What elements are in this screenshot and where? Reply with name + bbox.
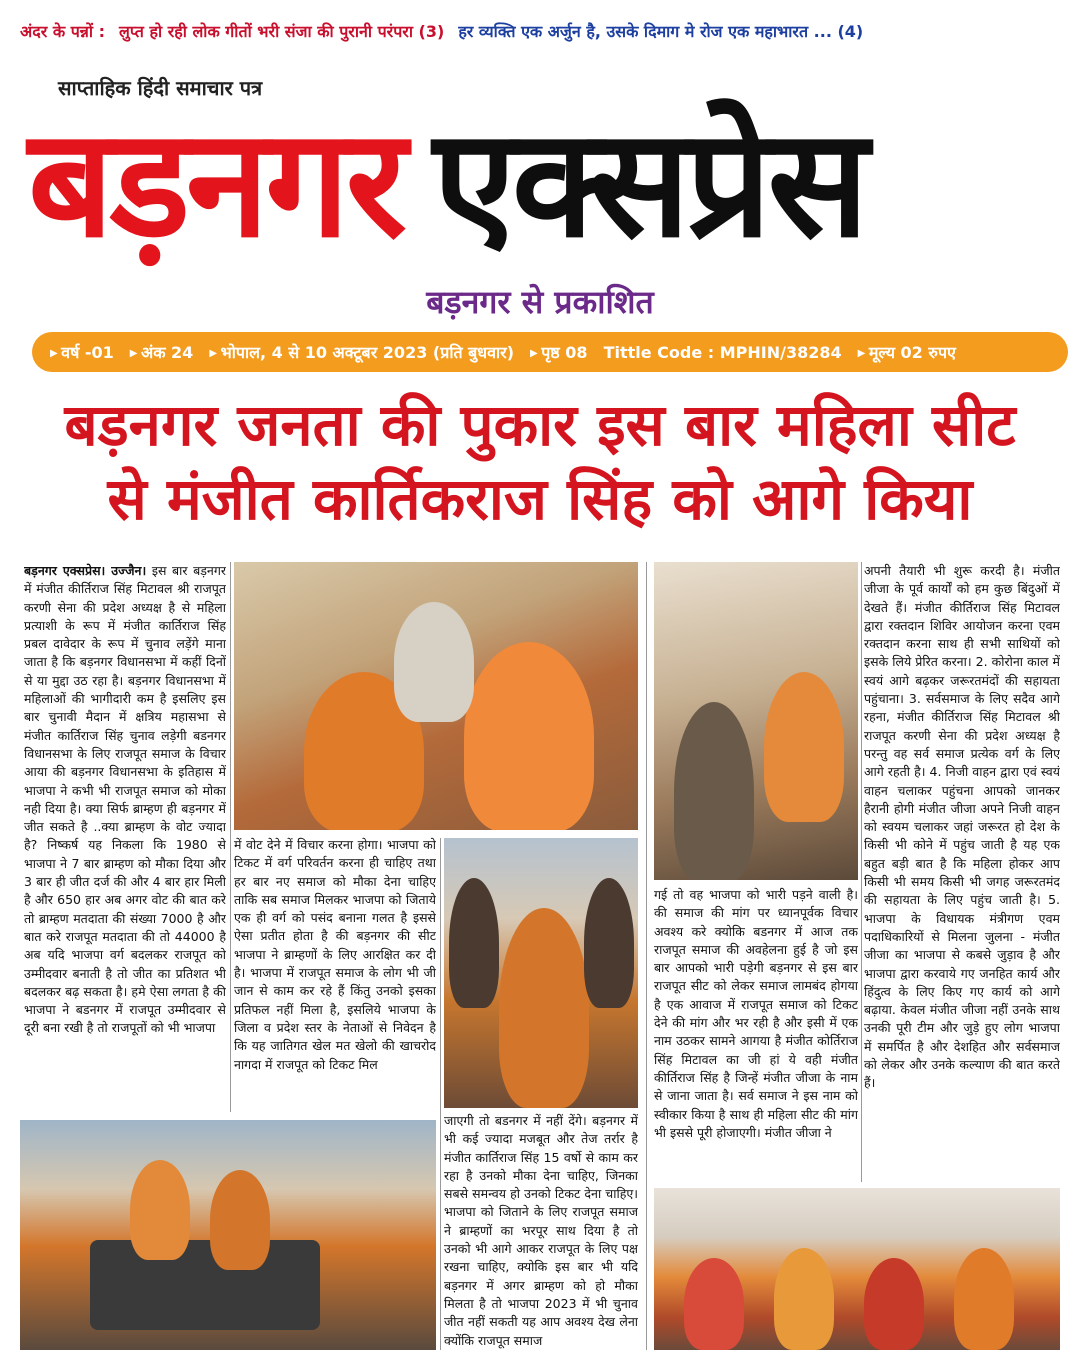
photo-audience — [654, 1188, 1060, 1350]
column-divider — [440, 838, 441, 1350]
date-info: ▶ भोपाल, 4 से 10 अक्टूबर 2023 (प्रति बुधवार) — [209, 341, 514, 363]
weekly-tagline: साप्ताहिक हिंदी समाचार पत्र — [58, 76, 263, 100]
person-figure — [684, 1258, 744, 1350]
article-column-2: में वोट देने में विचार करना होगा। भाजपा को टिकट में वर्ग परिवर्तन करना ही चाहिए तथा हर बार नए समाज को मौका देना चाहिए ताकि सब समाज मिलकर भाजपा को जिताये एक ही वर्ग को पसंद बनाना गलत है इससे ऐसा प्रतीत होता है की बड़नगर की सीट भाजपा ने ब्राम्हणों के लिए आरक्षित कर दी है। भाजपा में राजपूत समाज के लोग भी जी जान से काम कर रहे हैं किंतु उनको इसका प्रतिफल नहीं मिला है, इसलिये भाजपा के जिला व प्रदेश स्तर के नेताओं से निवेदन है कि यह जातिगत खेल मत खेलो की खाचरोद नागदा में राजपूत को टिकट मिल — [234, 837, 436, 1072]
issue-info-bar — [32, 332, 1068, 372]
person-figure — [774, 1248, 834, 1350]
masthead-name-red: बड़नगर — [28, 97, 403, 271]
article-dateline: बड़नगर एक्सप्रेस। उज्जैन। — [24, 563, 147, 578]
article-column-1 — [24, 562, 226, 1112]
person-figure — [449, 878, 499, 1008]
masthead — [28, 97, 1058, 271]
person-figure — [764, 672, 844, 822]
inside-pages-strip — [20, 14, 1060, 48]
person-figure — [464, 642, 594, 830]
article-text: इस बार बड़नगर में मंजीत कीर्तिराज सिंह मिटावल श्री राजपूत करणी सेना की प्रदेश अध्यक्ष है से महिला प्रत्याशी के रूप में मंजीत कार्तिराज सिंह प्रबल दावेदार के रूप में चुनाव लड़ेंगे माना जाता है कि बड़नगर विधानसभा में कहीं दिनों से या मुद्दा उठ रहा है। बड़नगर विधानसभा में महिलाओं की भागीदारी कम है इसलिए इस बार चुनावी मैदान में क्षत्रिय महासभा से मंजीत कार्तिराज सिंह चुनाव लड़ेगी बडनगर विधानसभा के लिए राजपूत समाज के विचार आया की बड़नगर विधानसभा के इतिहास में भाजपा ने कभी भी राजपूत समाज को मोका नही दिया है। क्या सिर्फ ब्राम्हण ही बड़नगर में जीत सकते है ..क्या ब्राम्हण के वोट ज्यादा है? निष्कर्ष यह निकला कि 1980 से भाजपा ने 7 बार ब्राम्हण को मौका दिया और 3 बार ही जीत दर्ज की और 4 बार हार मिली है और 650 हार अब अगर वोट की बात करे तो ब्राम्हण मतदाता की संख्या 7000 है और बात करे राजपूत मतदाता की तो 44000 है अब यदि भाजपा वर्ग बदलकर राजपूत को उम्मीदवार बनाती है तो जीत का प्रतिशत भी बदलकर बढ़ सकता है। हमे ऐसा लगता है की भाजपा ने बडनगर में राजपूत उम्मीदवार से दूरी बना रखी है तो राजपूतों को भी भाजपा — [24, 563, 226, 1036]
price-info: ▶ मूल्य 02 रुपए — [858, 341, 956, 363]
photo-rally — [20, 1120, 436, 1350]
year-info: ▶ वर्ष -01 — [50, 341, 114, 363]
photo-gathering — [654, 562, 858, 880]
person-figure — [130, 1160, 190, 1260]
published-from: बड़नगर से प्रकाशित — [426, 283, 654, 321]
person-figure — [499, 908, 589, 1108]
person-figure — [674, 702, 754, 880]
person-figure — [584, 878, 634, 1008]
issue-info: ▶ अंक 24 — [130, 341, 194, 363]
photo-interview — [444, 838, 638, 1108]
person-figure — [394, 602, 474, 722]
inside-pages-label: अंदर के पन्नों : — [20, 22, 106, 41]
article-column-5: अपनी तैयारी भी शुरू करदी है। मंजीत जीजा के पूर्व कार्यों को हम कुछ बिंदुओं में देखते हैं। मंजीत कीर्तिराज सिंह मिटावल द्वारा रक्तदान शिविर आयोजन करना एवम रक्तदान करना साथ ही सभी साथियों को इसके लिये प्रेरित करना। 2. कोरोना काल में स्वयं आगे बढ़कर जरूरतमंदों की सहायता पहुंचाना। 3. सर्वसमाज के लिए सदैव आगे रहना, मंजीत कीर्तिराज सिंह मिटावल श्री राजपूत करणी सेना की प्रदेश अध्यक्ष है परन्तु वह सर्व समाज प्रत्येक वर्ग के लिए आगे रहती है। 4. निजी वाहन द्वारा एवं स्वयं वाहन चलाकर पहुंचना आपको जानकर हैरानी होगी मंजीत जीजा अपने निजी वाहन को स्वयम चलाकर जहां जरूरत हो देश के किसी भी कोने में पहुंच जाती है यह एक बहुत बड़ी बात है कि महिला होकर आप किसी भी समय किसी भी जगह जरूरतमंद की सहायता के लिए पहुंच जाती है। 5. भाजपा के विधायक मंत्रीगण एवम पदाधिकारियों से मिलना जुलना - मंजीत जीजा का भाजपा से कबसे जुड़ाव है और भाजपा द्वारा करवाये गए जनहित कार्य और हिंदुत्व के लिए किए गए कार्य को आगे बढ़ाया. केवल मंजीत जीजा नहीं उनके साथ उनकी पूरी टीम और जुड़े हुए लोग भाजपा में समर्पित है और देशहित और सर्वसमाज को लेकर और उनके कल्याण की बात करते हैं। — [864, 563, 1060, 1091]
column-divider — [861, 562, 862, 1182]
person-figure — [954, 1248, 1014, 1350]
article-column-4: गई तो वह भाजपा को भारी पड़ने वाली है। की समाज की मांग पर ध्यानपूर्वक विचार अवश्य करे क्योकि बडनगर में आज तक राजपूत समाज की अवहेलना हुई है जो इस बार आपको भारी पड़ेगी बड़नगर से इस बार राजपूत सीट को लेकर समाज लामबंद होगया है एक आवाज में राजपूत समाज को टिकट देने की मांग और भर रही है और इसी में एक नाम उठकर सामने आगया है मंजीत कोर्तिराज सिंह मिटावल का जी हां ये वही मंजीत कीर्तिराज सिंह है जिन्हें मंजीत जीजा के नाम से जाना जाता है। सर्व समाज ने इस नाम को स्वीकार किया है साथ ही महिला सीट की मांग भी इससे पूरी होजाएगी। मंजीत जीजा ने — [654, 887, 858, 1140]
article-column-3: जाएगी तो बडनगर में नहीं देंगे। बड़नगर में भी कई ज्यादा मजबूत और तेज तर्रार है मंजीत कार्तिराज सिंह 15 वर्षो से काम कर रहा है उनको मौका देना चाहिए, जिनका सबसे समन्वय हो उनको टिकट देना चाहिए। भाजपा को जिताने के लिए राजपूत समाज ने ब्राम्हणों का भरपूर साथ दिया है तो उनको भी आगे आकर राजपूत के लिए पक्ष रखना चाहिए, क्योकि इस बार भी यदि बड़नगर में अगर ब्राम्हण को हो मौका मिलता है तो भाजपा 2023 में भी चुनाव जीत नहीं सकती यह आप अवश्य देख लेना क्योंकि राजपूत समाज — [444, 1113, 638, 1348]
jeep-shape — [90, 1240, 320, 1330]
headline-line-2: से मंजीत कार्तिकराज सिंह को आगे किया — [107, 465, 973, 533]
column-divider — [646, 562, 647, 1350]
inside-page-item[interactable]: हर व्यक्ति एक अर्जुन है, उसके दिमाग मे रोज एक महाभारत ... (4) — [458, 22, 864, 41]
masthead-name-black: एक्सप्रेस — [432, 97, 865, 271]
photo-meeting — [234, 562, 638, 830]
pages-info: ▶ पृष्ठ 08 — [530, 341, 588, 363]
column-divider — [230, 562, 231, 1112]
title-code: Tittle Code : MPHIN/38284 — [603, 342, 842, 362]
person-figure — [864, 1258, 924, 1350]
headline-line-1: बड़नगर जनता की पुकार इस बार महिला सीट — [64, 391, 1016, 459]
person-figure — [210, 1170, 270, 1270]
main-headline — [20, 388, 1060, 536]
inside-page-item[interactable]: लुप्त हो रही लोक गीतों भरी संजा की पुरानी परंपरा (3) — [119, 22, 445, 41]
